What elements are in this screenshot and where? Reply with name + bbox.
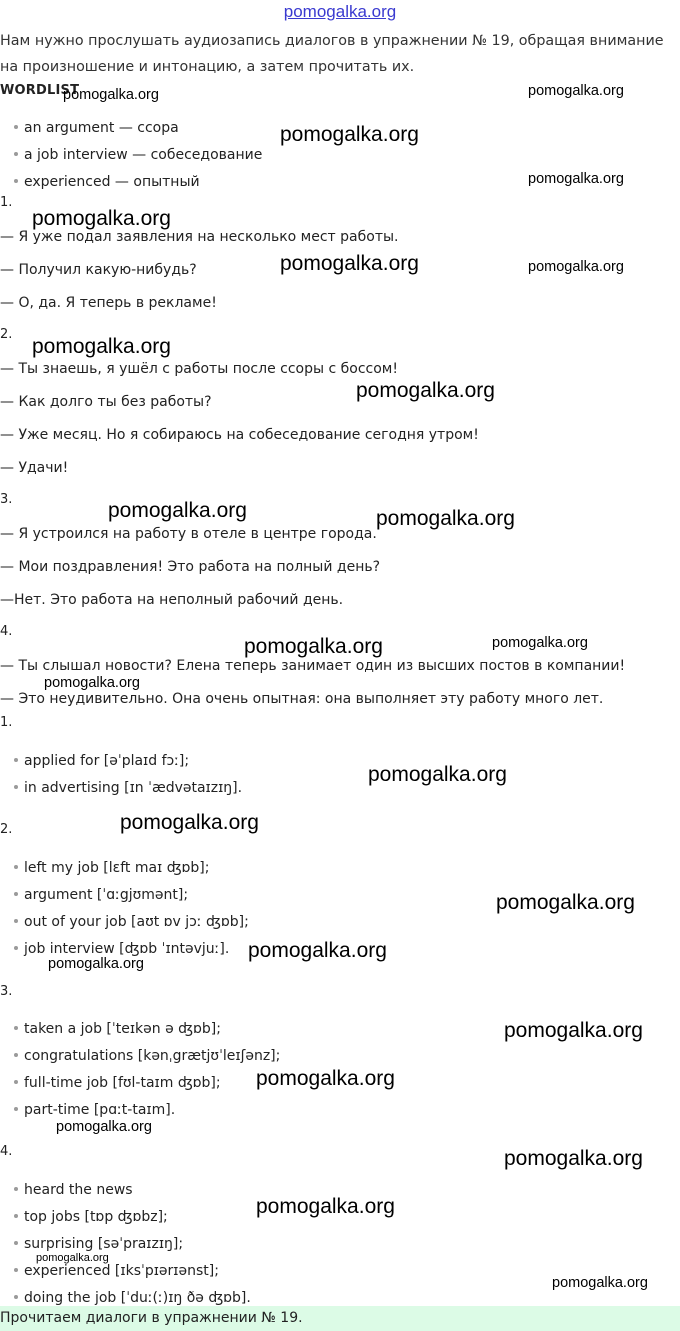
dialogue-line: —Нет. Это работа на неполный рабочий день. xyxy=(0,592,344,608)
watermark: pomogalka.org xyxy=(36,1252,109,1264)
bullet-icon xyxy=(14,919,18,923)
bullet-icon xyxy=(14,785,18,789)
bullet-icon xyxy=(14,1268,18,1272)
dialogue-line: — Как долго ты без работы? xyxy=(0,394,212,410)
wordlist-heading: WORDLIST xyxy=(0,83,80,98)
intro-paragraph: Нам нужно прослушать аудиозапись диалогов в упражнении № 19, обращая внимание на произношение и интонацию, а затем прочитать их. xyxy=(0,33,664,75)
bullet-icon xyxy=(14,1214,18,1218)
dialogue-line: — Я уже подал заявления на несколько мест работы. xyxy=(0,229,399,245)
phonetics-item: top jobs [tɒp ʤɒbz]; xyxy=(14,1207,168,1227)
phonetics-item: applied for [əˈplaɪd fɔː]; xyxy=(14,751,189,771)
site-link[interactable]: pomogalka.org xyxy=(283,2,397,21)
watermark: pomogalka.org xyxy=(528,83,624,99)
dialogue-line: — Уже месяц. Но я собираюсь на собеседование сегодня утром! xyxy=(0,427,479,443)
phonetics-item: heard the news xyxy=(14,1180,133,1200)
dialogue-number: 2. xyxy=(0,327,13,342)
phonetics-number: 1. xyxy=(0,715,13,730)
phonetics-item: experienced [ɪksˈpɪərɪənst]; xyxy=(14,1261,219,1281)
bullet-icon xyxy=(14,758,18,762)
watermark: pomogalka.org xyxy=(120,811,259,834)
watermark: pomogalka.org xyxy=(528,171,624,187)
watermark: pomogalka.org xyxy=(56,1119,152,1135)
watermark: pomogalka.org xyxy=(108,499,247,522)
dialogue-line: — Удачи! xyxy=(0,460,69,476)
dialogue-number: 4. xyxy=(0,624,13,639)
phonetics-item: argument [ˈɑːgjʊmənt]; xyxy=(14,885,188,905)
phonetics-number: 4. xyxy=(0,1144,13,1159)
phonetics-item: out of your job [aʊt ɒv jɔː ʤɒb]; xyxy=(14,912,249,932)
dialogue-line: — Ты знаешь, я ушёл с работы после ссоры с боссом! xyxy=(0,361,398,377)
phonetics-item: left my job [lɛft maɪ ʤɒb]; xyxy=(14,858,209,878)
dialogue-number: 1. xyxy=(0,195,13,210)
bullet-icon xyxy=(14,1107,18,1111)
phonetics-number: 2. xyxy=(0,822,13,837)
watermark: pomogalka.org xyxy=(280,252,419,275)
footer-note: Прочитаем диалоги в упражнении № 19. xyxy=(0,1306,680,1331)
phonetics-item: taken a job [ˈteɪkən ə ʤɒb]; xyxy=(14,1019,221,1039)
phonetics-item: full-time job [fʊl-taɪm ʤɒb]; xyxy=(14,1073,221,1093)
bullet-icon xyxy=(14,865,18,869)
watermark: pomogalka.org xyxy=(44,675,140,691)
bullet-icon xyxy=(14,179,18,183)
dialogue-line: — Это неудивительно. Она очень опытная: она выполняет эту работу много лет. xyxy=(0,691,604,707)
bullet-icon xyxy=(14,1187,18,1191)
bullet-icon xyxy=(14,946,18,950)
bullet-icon xyxy=(14,125,18,129)
watermark: pomogalka.org xyxy=(376,507,515,530)
watermark: pomogalka.org xyxy=(552,1275,648,1291)
dialogue-number: 3. xyxy=(0,492,13,507)
watermark: pomogalka.org xyxy=(256,1195,395,1218)
bullet-icon xyxy=(14,1241,18,1245)
dialogue-line: — О, да. Я теперь в рекламе! xyxy=(0,295,217,311)
watermark: pomogalka.org xyxy=(368,763,507,786)
watermark: pomogalka.org xyxy=(496,891,635,914)
watermark: pomogalka.org xyxy=(63,87,159,103)
bullet-icon xyxy=(14,1080,18,1084)
phonetics-item: surprising [səˈpraɪzɪŋ]; xyxy=(14,1234,183,1254)
wordlist-item: an argument — ссора xyxy=(14,118,179,138)
phonetics-number: 3. xyxy=(0,984,13,999)
watermark: pomogalka.org xyxy=(48,956,144,972)
dialogue-line: — Получил какую-нибудь? xyxy=(0,262,197,278)
watermark: pomogalka.org xyxy=(504,1019,643,1042)
watermark: pomogalka.org xyxy=(356,379,495,402)
phonetics-item: congratulations [kənˌgrætjʊˈleɪʃənz]; xyxy=(14,1046,280,1066)
bullet-icon xyxy=(14,1053,18,1057)
watermark: pomogalka.org xyxy=(32,207,171,230)
watermark: pomogalka.org xyxy=(528,259,624,275)
watermark: pomogalka.org xyxy=(256,1067,395,1090)
dialogue-line: — Мои поздравления! Это работа на полный день? xyxy=(0,559,381,575)
watermark: pomogalka.org xyxy=(492,635,588,651)
bullet-icon xyxy=(14,152,18,156)
bullet-icon xyxy=(14,892,18,896)
wordlist-item: a job interview — собеседование xyxy=(14,145,262,165)
watermark: pomogalka.org xyxy=(244,635,383,658)
phonetics-item: part-time [pɑːt-taɪm]. xyxy=(14,1100,175,1120)
wordlist-item: experienced — опытный xyxy=(14,172,200,192)
watermark: pomogalka.org xyxy=(32,335,171,358)
watermark: pomogalka.org xyxy=(504,1147,643,1170)
dialogue-line: — Я устроился на работу в отеле в центре города. xyxy=(0,526,377,542)
bullet-icon xyxy=(14,1026,18,1030)
phonetics-item: in advertising [ɪn ˈædvətaɪzɪŋ]. xyxy=(14,778,242,798)
phonetics-item: job interview [ʤɒb ˈɪntəvjuː]. xyxy=(14,939,229,959)
phonetics-item: doing the job [ˈduː(ː)ɪŋ ðə ʤɒb]. xyxy=(14,1288,251,1308)
bullet-icon xyxy=(14,1295,18,1299)
dialogue-line: — Ты слышал новости? Елена теперь занимает один из высших постов в компании! xyxy=(0,658,626,674)
watermark: pomogalka.org xyxy=(280,123,419,146)
watermark: pomogalka.org xyxy=(248,939,387,962)
